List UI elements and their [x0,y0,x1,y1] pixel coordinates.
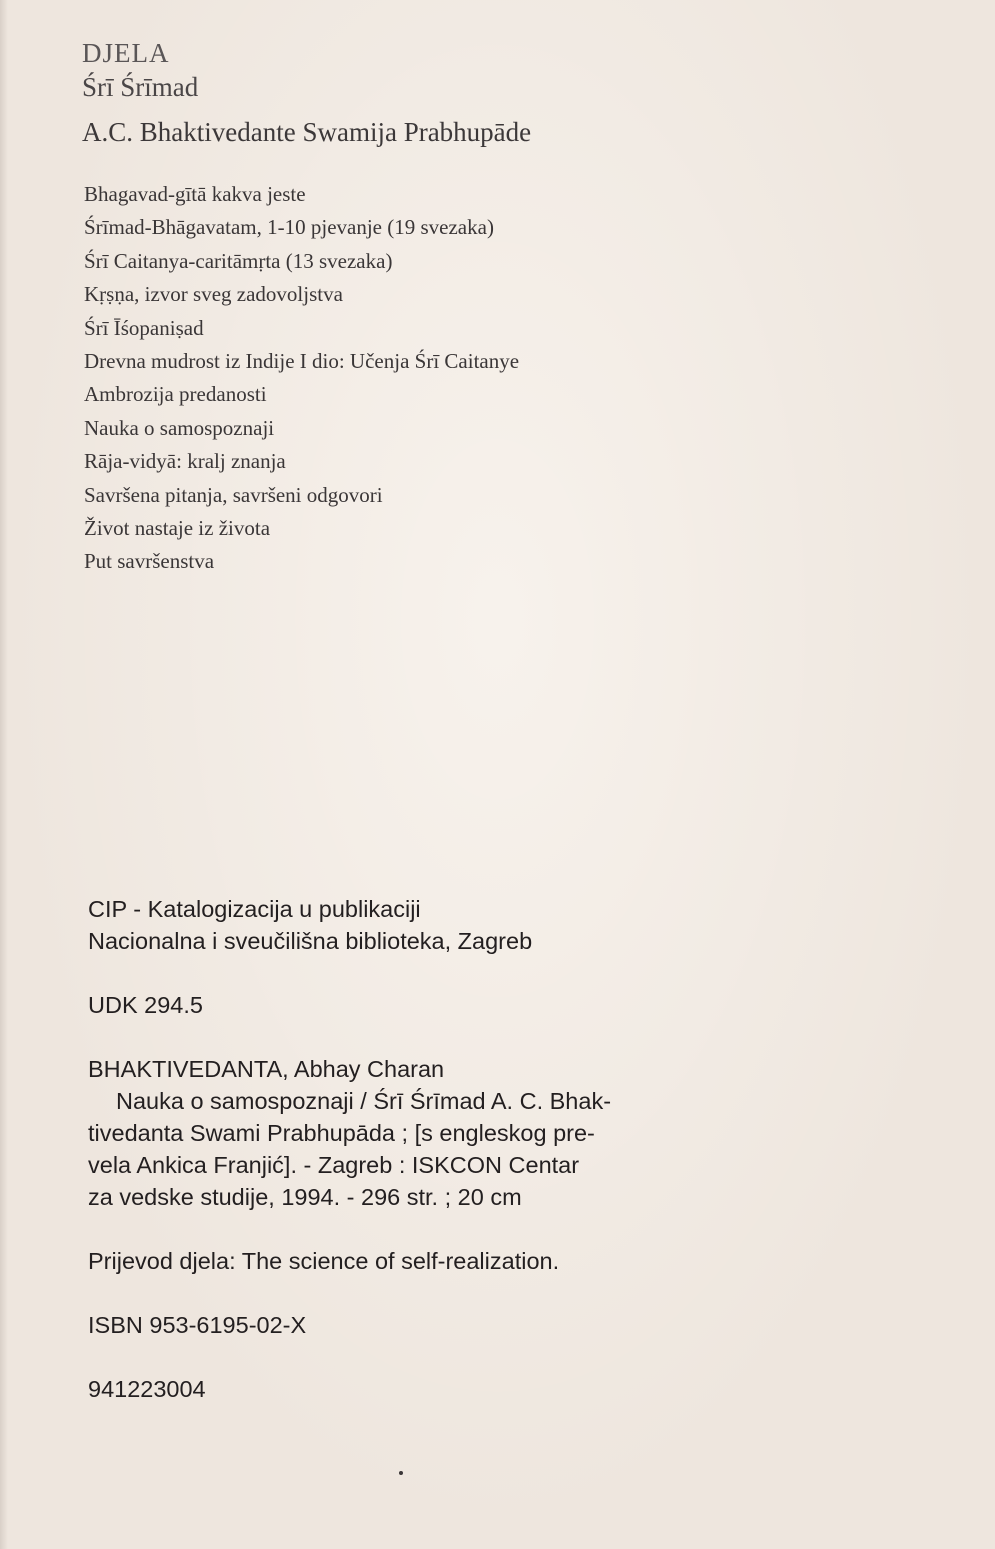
works-list-item: Śrīmad-Bhāgavatam, 1-10 pjevanje (19 svezaka) [84,215,494,240]
cip-udk: UDK 294.5 [88,992,203,1018]
works-list [84,178,519,579]
ink-speck [399,1471,403,1475]
author-name: A.C. Bhaktivedante Swamija Prabhupāde [82,117,532,147]
cip-description-line: za vedske studije, 1994. - 296 str. ; 20 cm [88,1184,522,1210]
works-list-item: Bhagavad-gītā kakva jeste [84,182,306,206]
works-list-item: Drevna mudrost iz Indije I dio: Učenja Śrī Caitanye [84,349,520,374]
cip-record-number: 941223004 [88,1376,206,1402]
cip-library: Nacionalna i sveučilišna biblioteka, Zagreb [88,928,533,954]
works-list-item: Nauka o samospoznaji [84,415,275,440]
works-label: DJELA [82,38,170,68]
works-header [82,36,531,149]
cip-description-line: Nauka o samospoznaji / Śrī Śrīmad A. C. Bhak- [116,1088,612,1114]
cip-isbn: ISBN 953-6195-02-X [88,1312,307,1338]
works-list-item: Rāja-vidyā: kralj znanja [84,449,286,474]
cip-description-line: tivedanta Swami Prabhupāda ; [s engleskog pre- [88,1120,595,1146]
works-list-item: Kṛṣṇa, izvor sveg zadovoljstva [84,282,343,307]
works-list-item: Ambrozija predanosti [84,382,267,407]
author-honorific: Śrī Śrīmad [82,72,199,102]
works-list-item: Śrī Caitanya-caritāmṛta (13 svezaka) [84,248,393,273]
page-edge-shadow [0,0,8,1549]
works-list-item: Život nastaje iz života [84,516,271,541]
cip-heading: CIP - Katalogizacija u publikaciji [88,896,421,922]
works-list-item: Put savršenstva [84,549,215,574]
cip-record [88,893,728,1405]
cip-original-title: Prijevod djela: The science of self-realization. [88,1248,560,1274]
cip-description-line: vela Ankica Franjić]. - Zagreb : ISKCON Centar [88,1152,580,1178]
cip-author-entry: BHAKTIVEDANTA, Abhay Charan [88,1056,445,1082]
works-list-item: Śrī Īśopaniṣad [84,315,204,340]
works-list-item: Savršena pitanja, savršeni odgovori [84,482,383,507]
